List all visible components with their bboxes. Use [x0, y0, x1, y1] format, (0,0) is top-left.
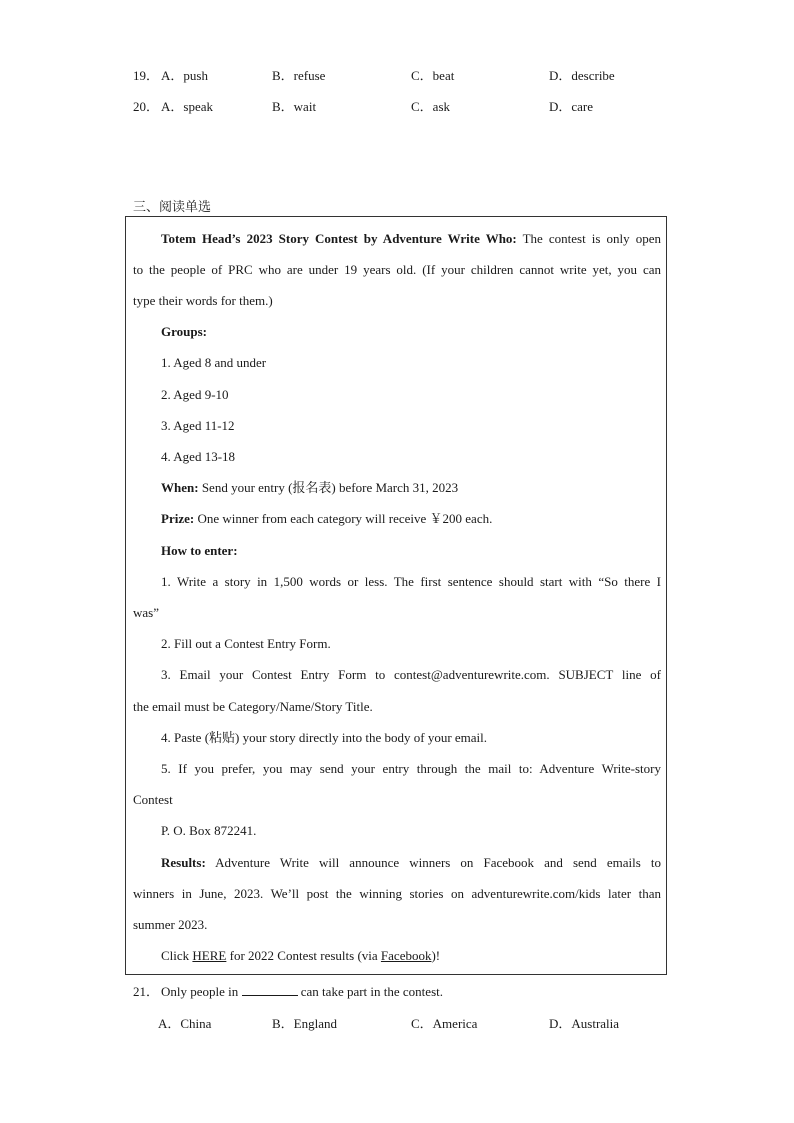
stem-post: can take part in the contest.	[297, 984, 443, 999]
option-a: A．push	[161, 68, 208, 83]
results-line-3: summer 2023.	[133, 917, 208, 932]
step-1-line-2: was”	[133, 605, 159, 620]
intro-line-2: to the people of PRC who are under 19 years old. (If your children cannot write yet, you can	[133, 262, 661, 277]
option-d: D．Australia	[549, 1016, 620, 1031]
group-item: 2. Aged 9-10	[161, 387, 229, 402]
option-c: C．beat	[411, 68, 455, 83]
step-3-line-1: 3. Email your Contest Entry Form to contest@adventurewrite.com. SUBJECT line of	[161, 667, 661, 682]
question-21	[0, 982, 794, 1002]
passage-box	[125, 216, 667, 975]
step-2: 2. Fill out a Contest Entry Form.	[161, 636, 331, 651]
groups-heading: Groups:	[161, 324, 207, 339]
prize-line	[161, 509, 661, 529]
click-post: )!	[431, 948, 441, 963]
po-box: P. O. Box 872241.	[161, 823, 257, 838]
option-d: D．describe	[549, 68, 615, 83]
groups-label	[161, 322, 661, 342]
here-link[interactable]: HERE	[192, 948, 227, 963]
question-stem	[161, 982, 443, 1002]
step-1-line-1: 1. Write a story in 1,500 words or less. The first sentence should start with “So there I	[161, 574, 661, 589]
question-19	[0, 66, 794, 86]
results-line-2: winners in June, 2023. We’ll post the winning stories on adventurewrite.com/kids later than	[133, 886, 661, 901]
group-item: 3. Aged 11-12	[161, 418, 235, 433]
option-b: B．wait	[272, 99, 317, 114]
when-text: Send your entry (报名表) before March 31, 2023	[198, 480, 459, 495]
how-heading: How to enter:	[161, 543, 238, 558]
contest-title: Totem Head’s 2023 Story Contest by Adventure Write Who:	[161, 231, 517, 246]
question-21-options	[0, 1014, 794, 1034]
when-line	[161, 478, 661, 498]
question-number: 21．	[133, 984, 160, 999]
option-c: C．ask	[411, 99, 451, 114]
option-a: A．China	[158, 1016, 212, 1031]
intro-line-3: type their words for them.)	[133, 293, 273, 308]
when-label: When:	[161, 480, 199, 495]
results-label: Results:	[161, 855, 206, 870]
option-d: D．care	[549, 99, 594, 114]
question-20	[0, 97, 794, 117]
results-line-1	[161, 853, 661, 873]
question-number: 20．	[133, 99, 160, 114]
click-pre: Click	[161, 948, 193, 963]
answer-blank	[242, 983, 298, 996]
how-to-enter-label	[161, 541, 661, 561]
intro-line-1	[161, 229, 661, 249]
group-item: 1. Aged 8 and under	[161, 355, 267, 370]
prize-text: One winner from each category will receive ￥200 each.	[194, 511, 493, 526]
option-c: C．America	[411, 1016, 478, 1031]
intro-text: The contest is only open	[516, 231, 661, 246]
step-3-line-2: the email must be Category/Name/Story Title.	[133, 699, 373, 714]
click-mid: for 2022 Contest results (via	[226, 948, 381, 963]
question-number: 19．	[133, 68, 160, 83]
option-b: B．refuse	[272, 68, 326, 83]
step-5-line-2: Contest	[133, 792, 173, 807]
option-a: A．speak	[161, 99, 213, 114]
step-5-line-1: 5. If you prefer, you may send your entry through the mail to: Adventure Write-story	[161, 761, 661, 776]
prize-label: Prize:	[161, 511, 195, 526]
group-item: 4. Aged 13-18	[161, 449, 236, 464]
results-text: Adventure Write will announce winners on Facebook and send emails to	[205, 855, 661, 870]
click-line	[161, 946, 661, 966]
option-b: B．England	[272, 1016, 337, 1031]
stem-pre: Only people in	[161, 984, 242, 999]
step-4: 4. Paste (粘贴) your story directly into the body of your email.	[161, 730, 488, 745]
section-title: 三、阅读单选	[133, 200, 212, 215]
facebook-link[interactable]: Facebook	[380, 948, 432, 963]
